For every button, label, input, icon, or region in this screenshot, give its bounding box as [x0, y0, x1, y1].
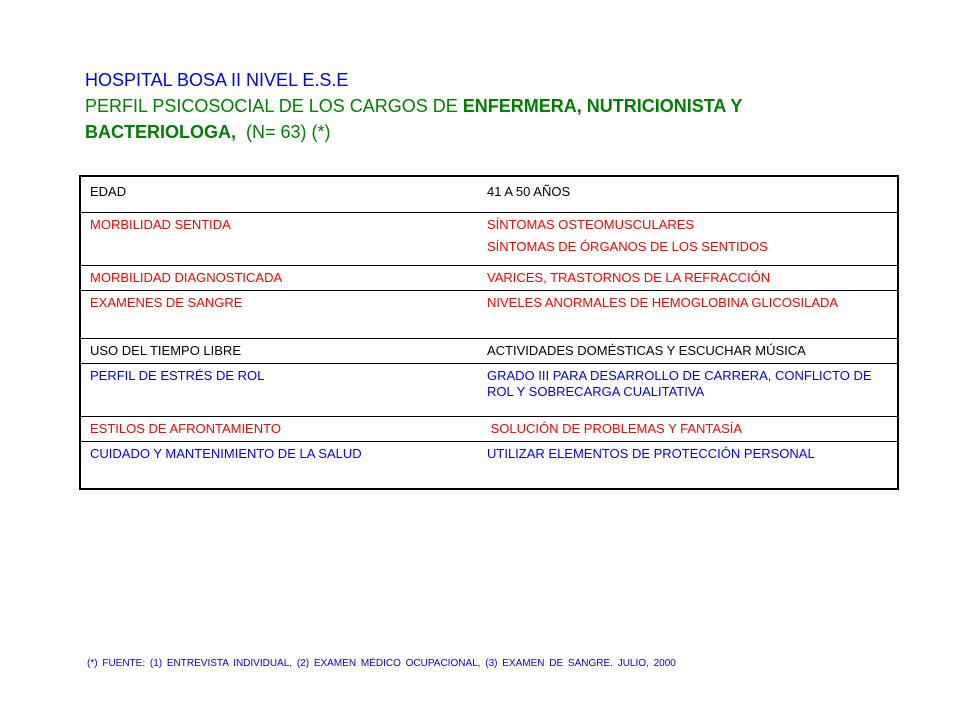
profile-title-line-2: [85, 119, 905, 145]
profile-title-prefix: PERFIL PSICOSOCIAL DE LOS CARGOS DE: [85, 96, 463, 116]
row-value: [480, 441, 898, 489]
row-value-line: ACTIVIDADES DOMÉSTICAS Y ESCUCHAR MÚSICA: [487, 342, 806, 358]
table-row: [80, 416, 898, 441]
table-row: [80, 290, 898, 338]
profile-title-roles: ENFERMERA, NUTRICIONISTA Y: [462, 96, 743, 116]
row-label: CUIDADO Y MANTENIMIENTO DE LA SALUD: [90, 445, 362, 461]
row-value-line: SÍNTOMAS DE ÓRGANOS DE LOS SENTIDOS: [487, 238, 768, 254]
source-footnote: (*) FUENTE: (1) ENTREVISTA INDIVIDUAL, (2) EXAMEN MÉDICO OCUPACIONAL, (3) EXAMEN DE SANGRE. JULIO, 2000: [87, 658, 676, 669]
sample-size: (N= 63) (*): [236, 122, 331, 142]
hospital-name: HOSPITAL BOSA II NIVEL E.S.E: [85, 70, 349, 90]
profile-title-role-bacteriologa: BACTERIOLOGA,: [85, 122, 236, 142]
row-value: [480, 290, 898, 338]
row-label: PERFIL DE ESTRÉS DE ROL: [80, 363, 480, 416]
row-label: EDAD: [80, 176, 480, 212]
row-value: [480, 212, 898, 265]
row-value: [480, 176, 898, 212]
table-row: [80, 338, 898, 363]
row-label: ESTILOS DE AFRONTAMIENTO: [80, 416, 480, 441]
table-row: [80, 212, 898, 265]
row-label: MORBILIDAD DIAGNOSTICADA: [80, 265, 480, 290]
table-row: [80, 441, 898, 489]
row-value-line: SOLUCIÓN DE PROBLEMAS Y FANTASÍA: [487, 420, 743, 436]
title-block: [85, 67, 905, 145]
profile-title-line-1: [85, 93, 905, 119]
row-value-line: GRADO III PARA DESARROLLO DE CARRERA, CONFLICTO DE ROL Y SOBRECARGA CUALITATIVA: [487, 367, 876, 399]
table-row: [80, 363, 898, 416]
profile-table: [79, 175, 899, 490]
row-value-line: SÍNTOMAS OSTEOMUSCULARES: [487, 216, 695, 232]
row-value-line: UTILIZAR ELEMENTOS DE PROTECCIÓN PERSONAL: [487, 445, 815, 461]
row-value-line: NIVELES ANORMALES DE HEMOGLOBINA GLICOSILADA: [487, 294, 839, 310]
table-row: [80, 265, 898, 290]
row-value-line: VARICES, TRASTORNOS DE LA REFRACCIÓN: [487, 269, 771, 285]
row-value: [480, 265, 898, 290]
row-value: [480, 416, 898, 441]
row-label: USO DEL TIEMPO LIBRE: [80, 338, 480, 363]
row-label: MORBILIDAD SENTIDA: [80, 212, 480, 265]
row-value: [480, 363, 898, 416]
row-label: EXAMENES DE SANGRE: [80, 290, 480, 338]
row-value: [480, 338, 898, 363]
table-row: [80, 176, 898, 212]
row-value-line: 41 A 50 AÑOS: [487, 184, 571, 199]
